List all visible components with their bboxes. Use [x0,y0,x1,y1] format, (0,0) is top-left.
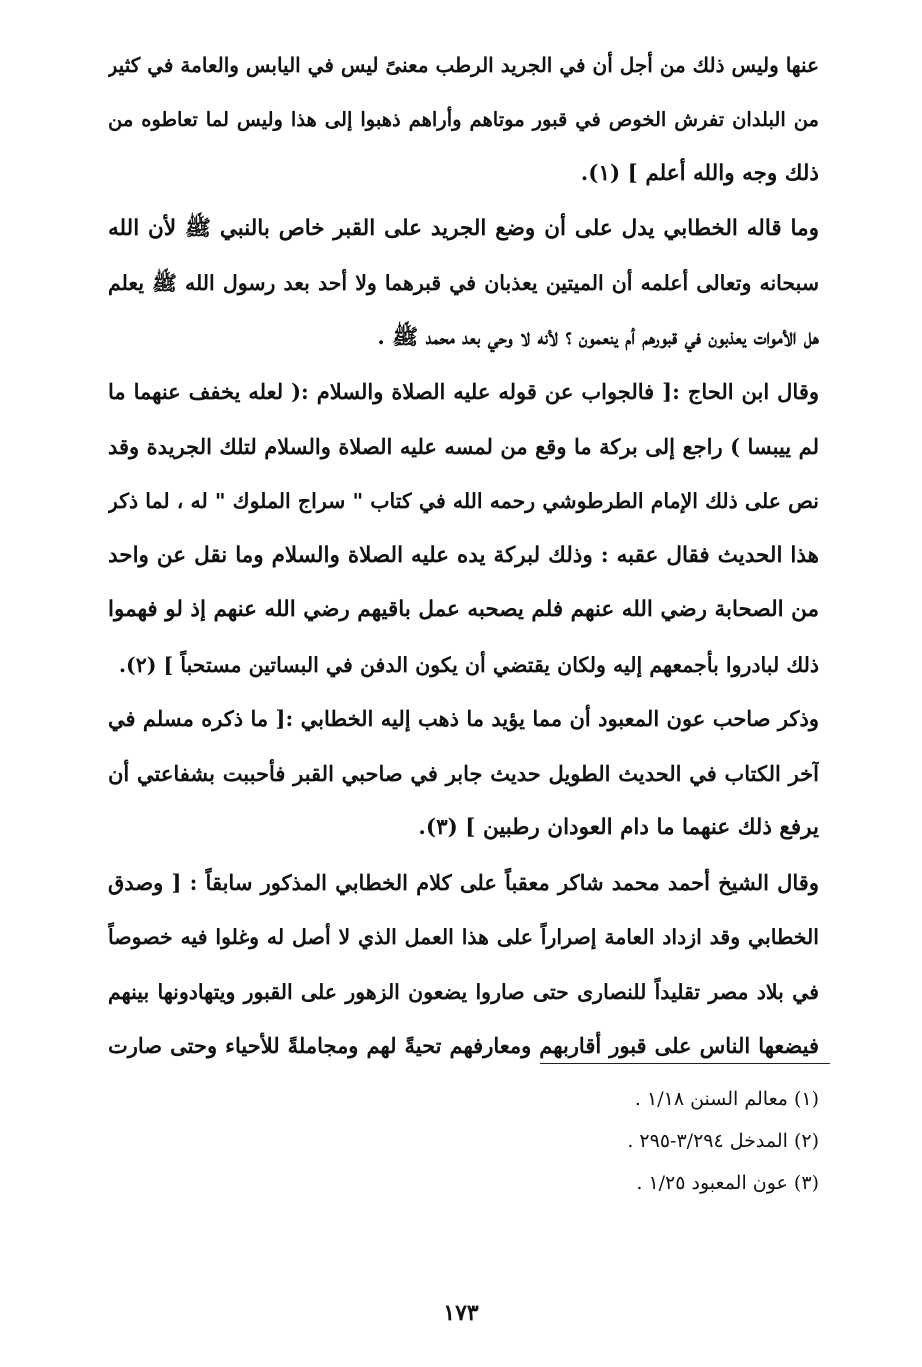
text-line: وقال الشيخ أحمد محمد شاكر معقباً على كلام الخطابي المذكور سابقاً : [ وصدق [108,869,819,895]
text-line: سبحانه وتعالى أعلمه أن الميتين يعذبان في قبرهما ولا أحد بعد رسول الله ﷺ يعلم [108,271,819,295]
text-line: ذلك وجه والله أعلم ] (١). [580,161,819,186]
text-line: من البلدان تفرش الخوص في قبور موتاهم وأراهم ذهبوا إلى هذا وليس لما تعاطوه من [108,107,819,131]
footnotes [300,1078,819,1204]
text-line: هل الأموات يعذبون في قبورهم أم ينعمون ؟ لأنه لا وحي بعد محمد ﷺ . [377,324,819,350]
text-line: من الصحابة رضي الله عنهم فلم يصحبه عمل باقيهم رضي الله عنهم إذ لو فهموا [108,597,819,622]
text-line: وما قاله الخطابي يدل على أن وضع الجريد على القبر خاص بالنبي ﷺ لأن الله [108,215,819,241]
text-line: فيضعها الناس على قبور أقاربهم ومعارفهم تحيةً لهم ومجاملةً للأحياء وحتى صارت [108,1033,819,1058]
footnote: (٣) عون المعبود ١/٢٥ . [636,1172,819,1194]
footnote: (٢) المدخل ٣/٢٩٤-٢٩٥ . [627,1130,819,1152]
text-line: وذكر صاحب عون المعبود أن مما يؤيد ما ذهب إليه الخطابي :[ ما ذكره مسلم في [108,706,819,731]
footnote-divider [540,1063,830,1064]
text-line: عنها وليس ذلك من أجل أن في الجريد الرطب معنىً ليس في اليابس والعامة في كثير [108,53,819,77]
text-line: الخطابي وقد ازداد العامة إصراراً على هذا العمل الذي لا أصل له وغلوا فيه خصوصاً [108,925,819,949]
text-line: يرفع ذلك عنهما ما دام العودان رطبين ] (٣). [418,815,819,840]
text-line: لم ييبسا ) راجع إلى بركة ما وقع من لمسه عليه الصلاة والسلام لتلك الجريدة وقد [108,433,819,459]
footnote: (١) معالم السنن ١/١٨ . [634,1088,819,1110]
text-line: هذا الحديث فقال عقبه : وذلك لبركة يده عليه الصلاة والسلام وما نقل عن واحد [108,542,819,568]
text-line: آخر الكتاب في الحديث الطويل حديث جابر في صاحبي القبر فأحببت بشفاعتي أن [108,760,819,786]
text-line: ذلك لبادروا بأجمعهم إليه ولكان يقتضي أن يكون الدفن في البساتين مستحباً ] (٢). [118,652,819,677]
text-line: في بلاد مصر تقليداً للنصارى حتى صاروا يضعون الزهور على القبور ويتهادونها بينهم [108,979,819,1004]
body-text [108,38,819,1074]
page-number: ١٧٣ [443,1300,479,1326]
text-line: وقال ابن الحاج :[ فالجواب عن قوله عليه الصلاة والسلام :( لعله يخفف عنهما ما [108,379,819,404]
text-line: نص على ذلك الإمام الطرطوشي رحمه الله في كتاب " سراج الملوك " له ، لما ذكر [108,489,819,513]
